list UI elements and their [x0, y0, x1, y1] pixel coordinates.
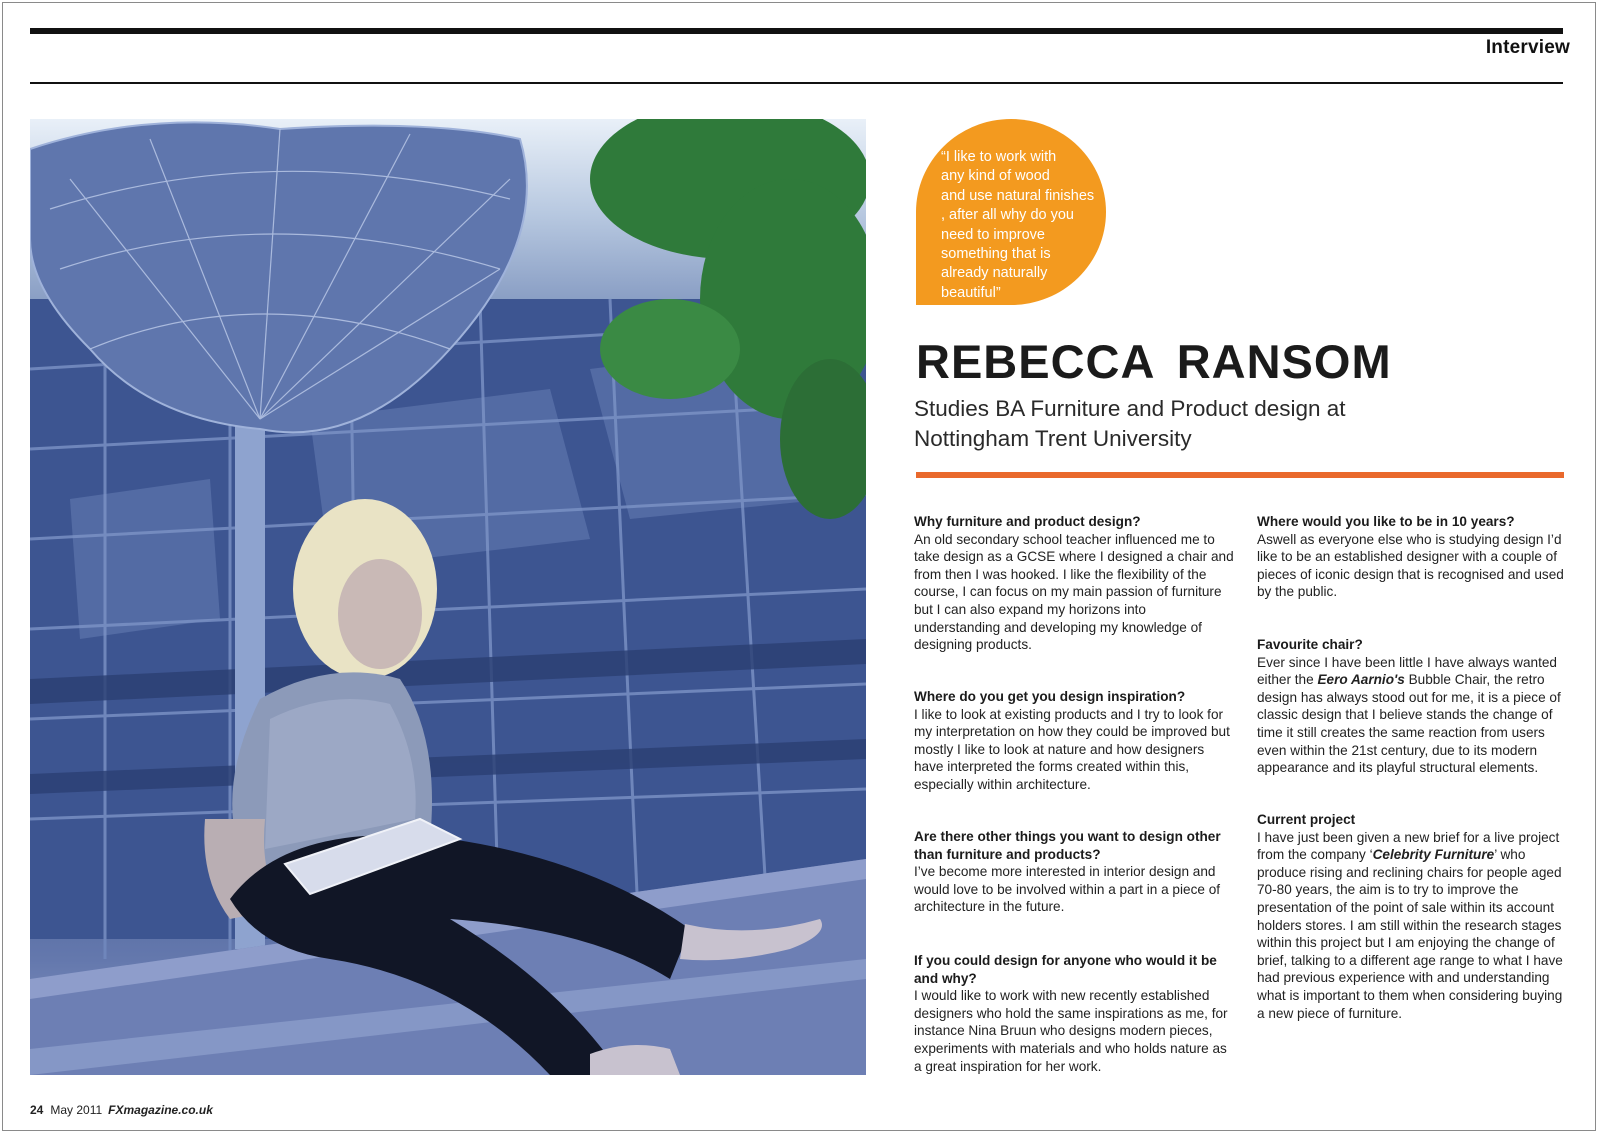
qa-question: Current project — [1257, 812, 1356, 827]
qa-block — [914, 828, 1234, 916]
qa-block — [1257, 513, 1567, 601]
qa-block — [914, 952, 1234, 1075]
qa-block — [914, 688, 1234, 794]
magazine-url: FXmagazine.co.uk — [108, 1103, 213, 1117]
qa-answer: I’ve become more interested in interior design and would love to be involved within a part in a piece of architecture in the future. — [914, 864, 1221, 915]
qa-question: Why furniture and product design? — [914, 514, 1141, 529]
top-rule — [30, 28, 1563, 34]
qa-question: Favourite chair? — [1257, 637, 1363, 652]
qa-block — [1257, 811, 1567, 1022]
qa-answer: Aswell as everyone else who is studying design I’d like to be an established designer with a couple of pieces of iconic design that is recognised and used by the public. — [1257, 531, 1564, 600]
page-number: 24 — [30, 1103, 44, 1117]
qa-question: Are there other things you want to design other than furniture and products? — [914, 829, 1221, 862]
qa-block — [914, 513, 1234, 654]
qa-answer: An old secondary school teacher influenced me to take design as a GCSE where I designed a chair and from then I was hooked. I like the flexibility of the course, I can focus on my main passion of furniture but I can also expand my horizons into understanding and developing my knowledge of designing products. — [914, 531, 1234, 653]
qa-answer-emphasis: Celebrity Furniture — [1372, 847, 1495, 863]
qa-answer-part: Bubble Chair, the retro design has always stood out for me, it is a piece of classic design that I believe stands the change of time it still creates the same reaction from users even within the 21st century, due to its modern appearance and its playful structural elements. — [1257, 672, 1561, 776]
qa-answer-part: I have just been given a new brief for a live project from the company ‘ — [1257, 829, 1560, 863]
accent-divider — [916, 472, 1564, 478]
interviewee-name: REBECCA RANSOM — [916, 335, 1392, 388]
interviewee-subtitle: Studies BA Furniture and Product design at Nottingham Trent University — [914, 396, 1346, 451]
portrait-photo — [30, 119, 866, 1075]
qa-question: Where do you get you design inspiration? — [914, 689, 1186, 704]
header-divider — [30, 82, 1563, 84]
qa-question: Where would you like to be in 10 years? — [1257, 514, 1515, 529]
qa-question: If you could design for anyone who would it be and why? — [914, 953, 1217, 986]
issue-date: May 2011 — [50, 1103, 103, 1117]
page-footer — [30, 1103, 213, 1117]
qa-answer: I like to look at existing products and I try to look for my interpretation on how they could be improved but mostly I like to look at nature and how designers have interpreted the forms created within this, especially within architecture. — [914, 706, 1230, 792]
qa-block — [1257, 636, 1567, 777]
pull-quote: “I like to work with any kind of wood and use natural finishes , after all why do you need to improve something that is already naturally beautiful” — [941, 149, 1095, 301]
qa-answer: I would like to work with new recently established designers who hold the same inspirations as me, for instance Nina Bruun who designs modern pieces, experiments with materials and who holds nature as a great inspiration for her work. — [914, 988, 1228, 1074]
qa-answer — [1257, 829, 1567, 1023]
qa-answer — [1257, 654, 1567, 777]
qa-answer-part: ’ who produce rising and reclining chairs for people aged 70-80 years, the aim is to try to improve the presentation of the point of sale within its account holders stores. I am still within the research stages within this project but I am enjoying the change of brief, talking to a different age range to what I have had previous experience with and understanding what is important to them when considering buying a new piece of furniture. — [1257, 847, 1563, 1021]
qa-answer-part: Ever since I have been little I have always wanted either the — [1257, 654, 1557, 688]
section-label: Interview — [1485, 37, 1570, 58]
qa-answer-emphasis: Eero Aarnio's — [1317, 672, 1405, 688]
